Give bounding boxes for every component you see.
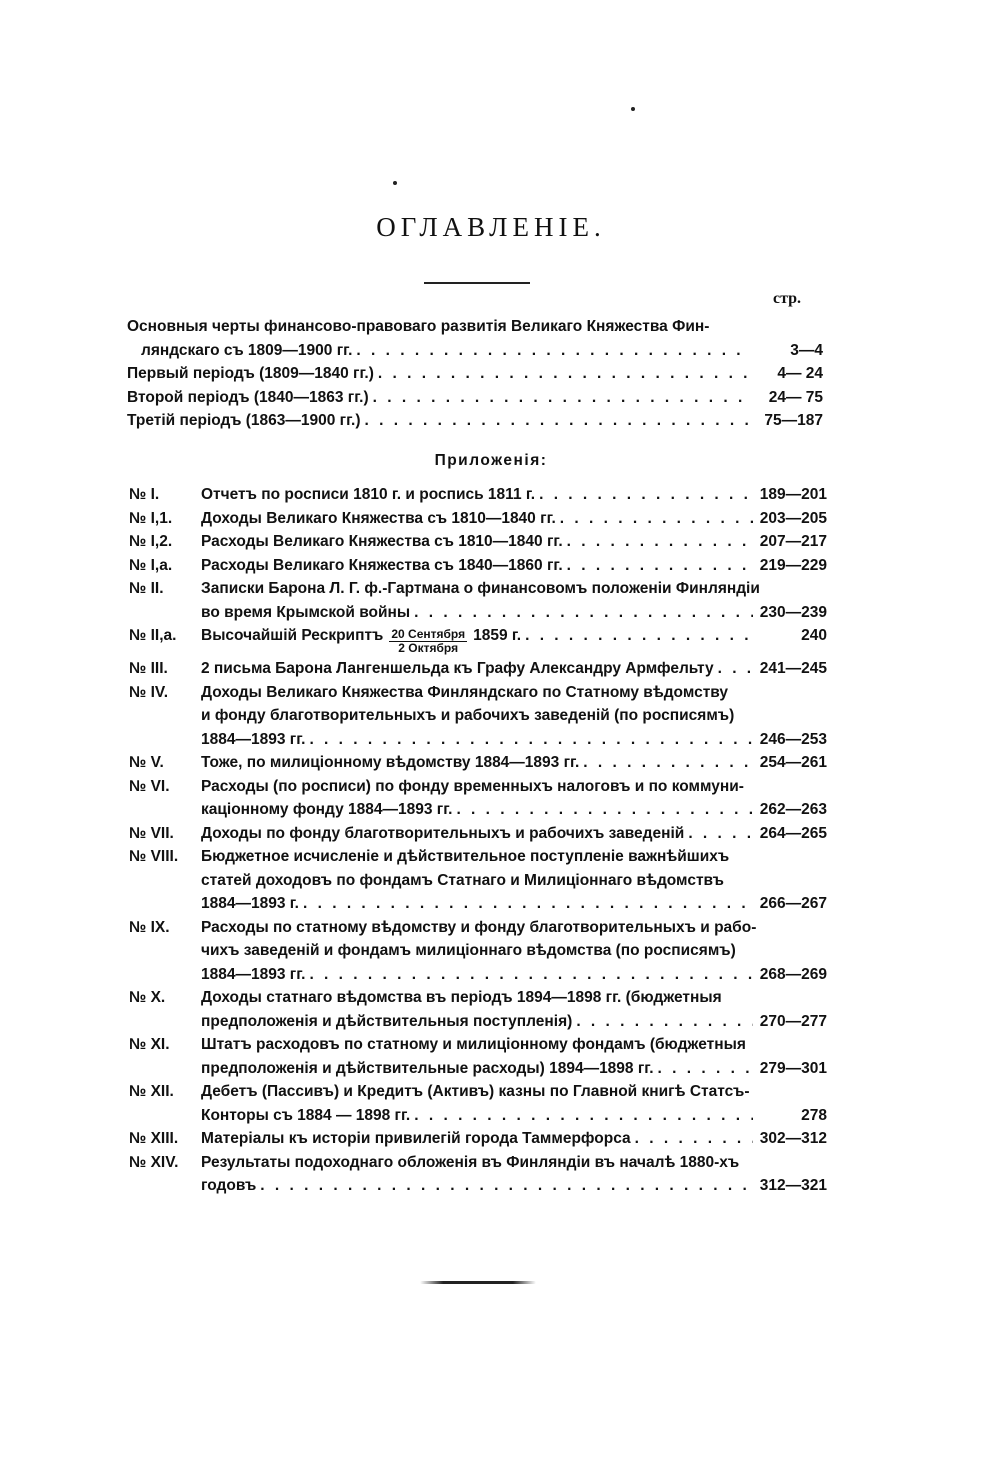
appendix-number: № III. — [129, 660, 168, 677]
main-toc — [127, 315, 823, 433]
appendix-number: № I. — [129, 486, 160, 503]
page-number: 230—239 — [759, 603, 827, 621]
appendix-body — [201, 483, 827, 507]
dot-leader — [658, 1057, 753, 1081]
appendix-number: № XI. — [129, 1036, 170, 1053]
appendix-body — [201, 530, 827, 554]
page-number: 278 — [801, 1106, 827, 1124]
page-number: 219—229 — [759, 556, 827, 574]
dot-leader — [414, 601, 753, 625]
appendix-body — [201, 845, 827, 916]
toc-entry — [127, 386, 823, 410]
appendix-text: 2 письма Барона Лангеншельда къ Графу Александру Армфельту — [201, 660, 714, 677]
dot-leader — [688, 822, 753, 846]
appendix-text: Бюджетное исчисленiе и дѣйствительное поступленiе важнѣйшихъ — [201, 848, 730, 865]
appendix-text: Доходы статнаго вѣдомства въ перiодъ 1894—1898 гг. (бюджетныя — [201, 989, 722, 1006]
page-number: 24— 75 — [768, 388, 823, 406]
page-number: 262—263 — [759, 801, 827, 818]
appendix-heading: Приложенiя: — [434, 452, 548, 469]
appendix-entry — [129, 1127, 827, 1151]
page-number: 268—269 — [759, 965, 827, 983]
appendix-row — [201, 728, 827, 752]
toc-entry-text: ляндскаго съ 1809—1900 гг. — [141, 341, 353, 359]
appendix-number: № I,1. — [129, 509, 173, 527]
dot-leader — [373, 386, 749, 410]
appendix-text: Доходы по фонду благотворительныхъ и рабочихъ заведенiй — [201, 824, 685, 842]
appendix-entry — [129, 916, 827, 987]
toc-entry-text: Второй перiодъ (1840—1863 гг.) — [127, 388, 369, 406]
appendix-text: Высочайшiй Рескриптъ — [201, 627, 384, 644]
appendix-text: Расходы по статному вѣдомству и фонду благотворительныхъ и рабо- — [201, 918, 757, 936]
appendix-text: Матерiалы къ исторiи привилегiй города Таммерфорса — [201, 1130, 631, 1147]
appendix-row — [201, 554, 827, 578]
page-number: 312—321 — [759, 1177, 827, 1194]
appendix-entry — [129, 483, 827, 507]
page-number: 75—187 — [764, 412, 823, 429]
appendix-entry — [129, 751, 827, 775]
appendix-text: предположенiя и дѣйствительные расходы) 1894—1898 гг. — [201, 1059, 654, 1077]
appendix-entry — [129, 657, 827, 681]
appendix-row — [201, 507, 827, 531]
title-divider — [424, 282, 530, 284]
appendix-number: № XII. — [129, 1083, 174, 1100]
appendix-entry — [129, 822, 827, 846]
appendix-text: во время Крымской войны — [201, 603, 411, 621]
appendix-text: 1884—1893 гг. — [201, 730, 306, 748]
appendix-entry — [129, 554, 827, 578]
page-number: 270—277 — [759, 1012, 827, 1030]
dot-leader — [718, 657, 753, 681]
appendix-row — [201, 963, 827, 987]
appendix-text: кацiонному фонду 1884—1893 гг. — [201, 801, 453, 818]
page-number: 189—201 — [759, 486, 827, 503]
toc-entry-row — [127, 339, 823, 363]
appendix-number: № I,а. — [129, 556, 173, 574]
appendix-number: № I,2. — [129, 533, 173, 550]
page-number: 266—267 — [759, 895, 827, 912]
dot-leader — [456, 798, 753, 822]
appendix-number: № XIV. — [129, 1153, 179, 1171]
appendix-body — [201, 1151, 827, 1198]
appendix-text: Результаты подоходнаго обложенiя въ Финляндiи въ началѣ 1880-хъ — [201, 1153, 740, 1171]
appendix-number: № V. — [129, 754, 164, 771]
page-number: 240 — [801, 627, 827, 644]
fraction-top: 20 Сентября — [391, 627, 466, 641]
appendix-body — [201, 986, 827, 1033]
appendix-text: Расходы Великаго Княжества съ 1810—1840 гг. — [201, 533, 563, 550]
dot-leader — [635, 1127, 753, 1151]
appendix-body — [201, 1080, 827, 1127]
appendix-entry — [129, 1033, 827, 1080]
dot-leader — [356, 339, 749, 363]
toc-entry — [127, 409, 823, 433]
appendix-row — [201, 1057, 827, 1081]
appendix-entry — [129, 507, 827, 531]
appendix-body — [201, 751, 827, 775]
appendix-row — [201, 751, 827, 775]
page-number: 254—261 — [759, 754, 827, 771]
page-number: 264—265 — [759, 824, 827, 842]
appendix-body — [201, 624, 827, 657]
dot-leader — [365, 409, 749, 433]
appendix-number: № IV. — [129, 683, 169, 701]
dot-leader — [567, 554, 753, 578]
appendix-number: № X. — [129, 989, 166, 1006]
appendix-row — [201, 892, 827, 916]
appendix-entry — [129, 1151, 827, 1198]
appendix-row — [201, 624, 827, 657]
dot-leader — [309, 963, 753, 987]
appendix-text: Дебетъ (Пассивъ) и Кредитъ (Активъ) казны по Главной книгѣ Статсъ- — [201, 1083, 750, 1100]
appendix-number: № XIII. — [129, 1130, 179, 1147]
appendix-text: 1859 г. — [473, 627, 522, 644]
appendix-entry — [129, 681, 827, 752]
appendix-text: Конторы съ 1884 — 1898 гг. — [201, 1106, 411, 1124]
appendix-number: № II. — [129, 580, 164, 597]
page-number: 246—253 — [759, 730, 827, 748]
appendix-text: и фонду благотворительныхъ и рабочихъ заведенiй (по росписямъ) — [201, 707, 735, 724]
appendix-text: статей доходовъ по фондамъ Статнаго и Милицiоннаго вѣдомствъ — [201, 871, 724, 889]
page-number: 302—312 — [759, 1130, 827, 1147]
appendix-text: годовъ — [201, 1177, 257, 1194]
appendix-text: чихъ заведенiй и фондамъ милицiоннаго вѣдомства (по росписямъ) — [201, 942, 736, 959]
appendix-text: Расходы (по росписи) по фонду временныхъ налоговъ и по коммуни- — [201, 777, 744, 795]
fraction-bottom: 2 Октября — [398, 641, 459, 655]
appendix-text: Штатъ расходовъ по статному и милицiонному фондамъ (бюджетныя — [201, 1036, 746, 1053]
appendix-body — [201, 657, 827, 681]
toc-entry — [127, 315, 823, 362]
toc-entry-text: Первый перiодъ (1809—1840 гг.) — [127, 365, 374, 382]
appendix-text: Тоже, по милицiонному вѣдомству 1884—1893 гг. — [201, 754, 580, 771]
page-title: ОГЛАВЛЕНIЕ. — [376, 212, 606, 242]
page-number: 203—205 — [759, 509, 827, 527]
appendix-row — [201, 1174, 827, 1198]
appendix-toc — [129, 483, 827, 1198]
appendix-body — [201, 507, 827, 531]
appendix-row — [201, 601, 827, 625]
appendix-row — [201, 530, 827, 554]
dot-leader — [525, 624, 753, 648]
appendix-row — [201, 798, 827, 822]
appendix-number: № II,а. — [129, 627, 177, 644]
appendix-body — [201, 554, 827, 578]
print-speck — [393, 181, 397, 185]
bottom-ornament-rule — [420, 1281, 536, 1284]
appendix-number: № VII. — [129, 824, 174, 842]
appendix-body — [201, 577, 827, 624]
appendix-body — [201, 681, 827, 752]
appendix-text: Записки Барона Л. Г. ф.-Гартмана о финансовомъ положенiи Финляндiи — [201, 580, 760, 597]
appendix-body — [201, 1127, 827, 1151]
appendix-entry — [129, 845, 827, 916]
page-column-label: стр. — [773, 290, 802, 307]
page-number: 4— 24 — [777, 365, 823, 382]
appendix-body — [201, 822, 827, 846]
dot-leader — [303, 892, 753, 916]
toc-entry-text: Третiй перiодъ (1863—1900 гг.) — [127, 412, 361, 429]
appendix-row — [201, 1010, 827, 1034]
appendix-number: № IX. — [129, 918, 170, 936]
page-number: 241—245 — [759, 660, 827, 677]
toc-entry — [127, 362, 823, 386]
appendix-number: № VIII. — [129, 848, 179, 865]
appendix-text: Отчетъ по росписи 1810 г. и роспись 1811 г. — [201, 486, 536, 503]
appendix-text: предположенiя и дѣйствительныя поступленiя) — [201, 1012, 573, 1030]
appendix-number: № VI. — [129, 777, 170, 795]
appendix-body — [201, 775, 827, 822]
appendix-text: 1884—1893 г. — [201, 895, 299, 912]
appendix-body — [201, 916, 827, 987]
appendix-text: 1884—1893 гг. — [201, 965, 306, 983]
page-number: 279—301 — [759, 1059, 827, 1077]
toc-entry-text: Основныя черты финансово-правоваго развитiя Великаго Княжества Фин- — [127, 318, 710, 335]
dot-leader — [539, 483, 753, 507]
appendix-entry — [129, 775, 827, 822]
date-fraction — [389, 628, 467, 655]
appendix-text: Расходы Великаго Княжества съ 1840—1860 гг. — [201, 556, 563, 574]
dot-leader — [567, 530, 753, 554]
dot-leader — [576, 1010, 753, 1034]
dot-leader — [583, 751, 753, 775]
appendix-entry — [129, 986, 827, 1033]
appendix-entry — [129, 1080, 827, 1127]
appendix-row — [201, 822, 827, 846]
appendix-body — [201, 1033, 827, 1080]
appendix-text: Доходы Великаго Княжества Финляндскаго по Статному вѣдомству — [201, 683, 729, 701]
dot-leader — [260, 1174, 753, 1198]
print-speck — [631, 107, 635, 111]
appendix-row — [201, 483, 827, 507]
dot-leader — [309, 728, 753, 752]
appendix-entry — [129, 530, 827, 554]
page-number: 207—217 — [759, 533, 827, 550]
appendix-text: Доходы Великаго Княжества съ 1810—1840 гг. — [201, 509, 556, 527]
appendix-entry — [129, 577, 827, 624]
page-number: 3—4 — [790, 341, 823, 359]
dot-leader — [378, 362, 749, 386]
dot-leader — [560, 507, 753, 531]
appendix-row — [201, 1127, 827, 1151]
appendix-row — [201, 657, 827, 681]
appendix-row — [201, 1104, 827, 1128]
dot-leader — [414, 1104, 753, 1128]
appendix-entry — [129, 624, 827, 657]
